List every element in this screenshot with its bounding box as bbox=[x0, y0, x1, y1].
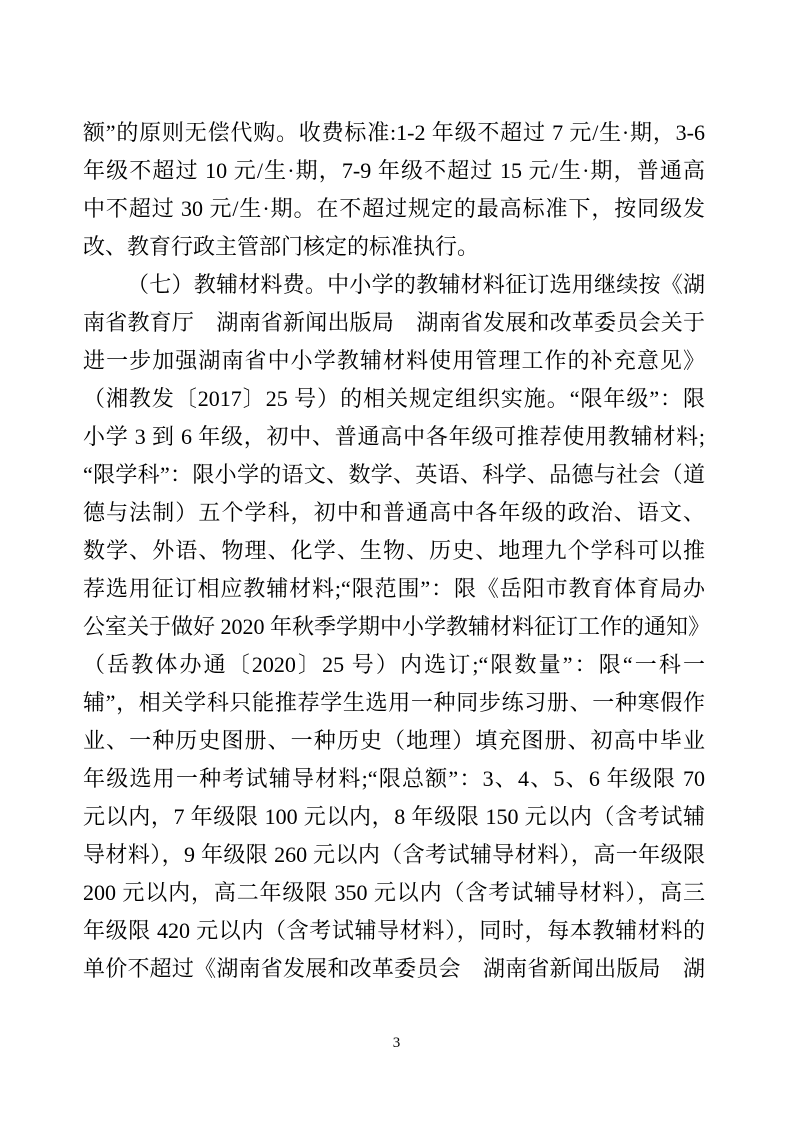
text-line: 辅”，相关学科只能推荐学生选用一种同步练习册、一种寒假作 bbox=[83, 690, 705, 715]
text-line: 单价不超过《湖南省发展和改革委员会 湖南省新闻出版局 湖 bbox=[83, 956, 705, 981]
text-line: （湘教发〔2017〕25 号）的相关规定组织实施。“限年级”：限 bbox=[83, 386, 705, 411]
text-line: 数学、外语、物理、化学、生物、历史、地理九个学科可以推 bbox=[83, 538, 705, 563]
text-line: 年级选用一种考试辅导材料;“限总额”：3、4、5、6 年级限 70 bbox=[83, 766, 705, 791]
text-line: 公室关于做好 2020 年秋季学期中小学教辅材料征订工作的通知》 bbox=[83, 614, 711, 639]
text-line: 导材料），9 年级限 260 元以内（含考试辅导材料），高一年级限 bbox=[83, 842, 705, 867]
text-line: 元以内，7 年级限 100 元以内，8 年级限 150 元以内（含考试辅 bbox=[83, 804, 705, 829]
text-line: 年级不超过 10 元/生·期，7-9 年级不超过 15 元/生·期，普通高 bbox=[83, 158, 705, 183]
text-line: 年级限 420 元以内（含考试辅导材料），同时，每本教辅材料的 bbox=[83, 918, 705, 943]
text-line: （岳教体办通〔2020〕25 号）内选订;“限数量”：限“一科一 bbox=[83, 652, 705, 677]
text-line: 额”的原则无偿代购。收费标准:1-2 年级不超过 7 元/生·期，3-6 bbox=[83, 120, 705, 145]
text-line: 德与法制）五个学科，初中和普通高中各年级的政治、语文、 bbox=[83, 500, 705, 525]
text-line: 南省教育厅 湖南省新闻出版局 湖南省发展和改革委员会关于 bbox=[83, 310, 705, 335]
text-line: （七）教辅材料费。中小学的教辅材料征订选用继续按《湖 bbox=[127, 272, 705, 297]
text-line: 改、教育行政主管部门核定的标准执行。 bbox=[83, 234, 480, 259]
page-number: 3 bbox=[392, 1035, 401, 1051]
text-line: “限学科”：限小学的语文、数学、英语、科学、品德与社会（道 bbox=[83, 462, 705, 487]
text-line: 进一步加强湖南省中小学教辅材料使用管理工作的补充意见》 bbox=[83, 348, 705, 373]
text-line: 荐选用征订相应教辅材料;“限范围”：限《岳阳市教育体育局办 bbox=[83, 576, 705, 601]
text-line: 小学 3 到 6 年级，初中、普通高中各年级可推荐使用教辅材料; bbox=[83, 424, 705, 449]
text-line: 业、一种历史图册、一种历史（地理）填充图册、初高中毕业 bbox=[83, 728, 705, 753]
text-line: 200 元以内，高二年级限 350 元以内（含考试辅导材料），高三 bbox=[83, 880, 705, 905]
text-line: 中不超过 30 元/生·期。在不超过规定的最高标准下，按同级发 bbox=[83, 196, 705, 221]
document-body bbox=[83, 114, 711, 988]
